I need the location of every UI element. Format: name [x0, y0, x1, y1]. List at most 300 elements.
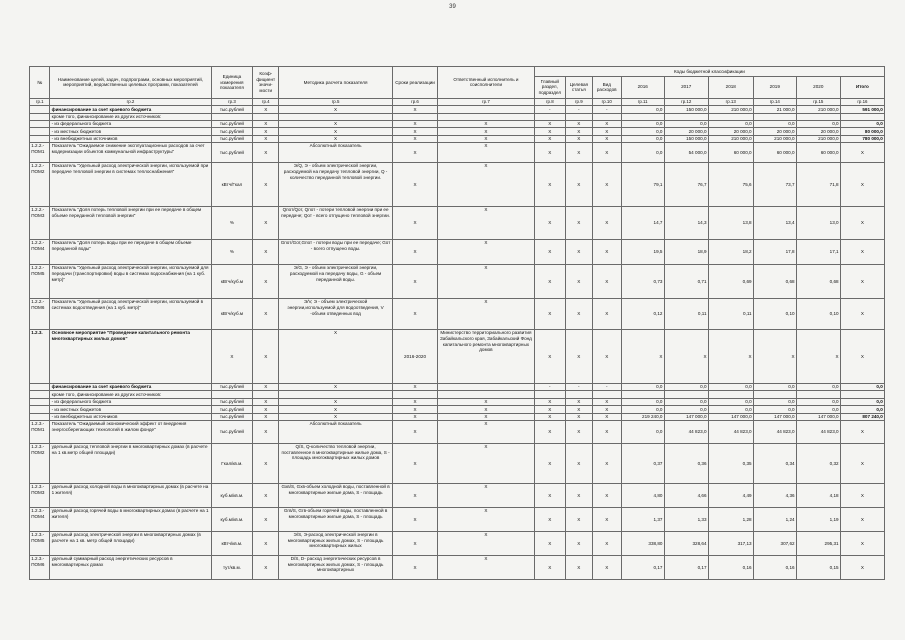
row-2018: 0,69 — [708, 265, 753, 299]
row-coef: Х — [253, 135, 279, 142]
row-2016: 0,0 — [621, 420, 664, 443]
row-2016 — [621, 391, 664, 398]
row-section: Х — [534, 163, 565, 207]
row-total: Х — [840, 507, 884, 531]
col-number: гр.7 — [438, 98, 535, 105]
row-2020: 295,31 — [796, 531, 840, 555]
table-row — [30, 398, 885, 405]
row-number: 1.2.3.-ПОМ3 — [30, 483, 50, 507]
row-2017: 147 000,0 — [664, 413, 708, 420]
col-number: гр.3 — [211, 98, 253, 105]
col-number: гр.6 — [392, 98, 437, 105]
row-coef: Х — [253, 120, 279, 127]
row-target: Х — [565, 120, 592, 127]
row-section: Х — [534, 398, 565, 405]
row-method: Абсолютный показатель — [279, 143, 393, 163]
row-section: Х — [534, 299, 565, 330]
row-total: 807 240,0 — [840, 413, 884, 420]
row-2016: 0,12 — [621, 299, 664, 330]
row-2017 — [664, 391, 708, 398]
row-2016: 338,80 — [621, 531, 664, 555]
col-number: гр.13 — [708, 98, 753, 105]
row-2019: 0,0 — [753, 406, 796, 413]
row-target: Х — [565, 507, 592, 531]
row-executor — [438, 384, 535, 391]
row-2018: 0,35 — [708, 443, 753, 483]
column-numbers-row — [30, 98, 885, 105]
row-section: Х — [534, 265, 565, 299]
table-row — [30, 555, 885, 579]
row-method: Э/S, Э-расход электрической энергии в многоквартирных жилых домах, S - площадь многоквартирных жилых — [279, 531, 393, 555]
row-section: Х — [534, 330, 565, 384]
row-terms: Х — [392, 483, 437, 507]
row-terms: Х — [392, 413, 437, 420]
row-coef — [253, 113, 279, 120]
row-target: Х — [565, 398, 592, 405]
row-executor — [438, 113, 535, 120]
col-number: гр.4 — [253, 98, 279, 105]
row-method: Х — [279, 135, 393, 142]
row-unit: кВтч/Гкал — [211, 163, 253, 207]
row-section: Х — [534, 128, 565, 135]
row-expense: - — [592, 384, 621, 391]
table-row — [30, 240, 885, 265]
row-number — [30, 406, 50, 413]
row-expense: Х — [592, 443, 621, 483]
row-section: Х — [534, 240, 565, 265]
col-number: гр.14 — [753, 98, 796, 105]
row-2019: 1,24 — [753, 507, 796, 531]
row-coef: Х — [253, 128, 279, 135]
row-unit: кВтч/куб.м — [211, 299, 253, 330]
row-name: удельный расход горячей воды в многоквартирных домах (в расчете на 1 жителя) — [50, 507, 211, 531]
header-bcc: Коды бюджетной классификации — [534, 67, 884, 77]
header-method: Методика расчета показателя — [279, 67, 393, 99]
row-number — [30, 384, 50, 391]
table-row — [30, 507, 885, 531]
row-total — [840, 391, 884, 398]
row-2019: 0,0 — [753, 120, 796, 127]
row-2017: 44 823,0 — [664, 420, 708, 443]
row-unit — [211, 391, 253, 398]
row-terms: Х — [392, 163, 437, 207]
row-target: Х — [565, 531, 592, 555]
row-executor: Х — [438, 507, 535, 531]
row-executor — [438, 391, 535, 398]
row-method — [279, 391, 393, 398]
row-2016: 0,0 — [621, 106, 664, 113]
table-row — [30, 406, 885, 413]
row-section: Х — [534, 555, 565, 579]
row-2017: 0,0 — [664, 406, 708, 413]
row-2018: 0,0 — [708, 120, 753, 127]
row-section — [534, 391, 565, 398]
row-2016: 219 240,0 — [621, 413, 664, 420]
row-2020: 20 000,0 — [796, 128, 840, 135]
row-2018 — [708, 391, 753, 398]
row-terms: Х — [392, 207, 437, 240]
row-executor: Х — [438, 143, 535, 163]
row-target: Х — [565, 406, 592, 413]
col-number: гр.2 — [50, 98, 211, 105]
table-row — [30, 143, 885, 163]
row-name: - из местных бюджетов — [50, 128, 211, 135]
row-coef: Х — [253, 207, 279, 240]
row-target: Х — [565, 143, 592, 163]
row-expense: Х — [592, 398, 621, 405]
row-unit: тыс.рублей — [211, 128, 253, 135]
row-2018: 18,2 — [708, 240, 753, 265]
row-target: Х — [565, 483, 592, 507]
row-executor: Х — [438, 483, 535, 507]
row-executor: Х — [438, 265, 535, 299]
table-row — [30, 113, 885, 120]
row-2017: 4,66 — [664, 483, 708, 507]
row-total: Х — [840, 265, 884, 299]
row-2020: 0,10 — [796, 299, 840, 330]
col-number: гр.11 — [621, 98, 664, 105]
row-terms: Х — [392, 120, 437, 127]
row-method: D/S, D- расход энергетических ресурсов в многоквартирных жилых домах, S - площадь многоквартирных — [279, 555, 393, 579]
row-2016: 0,17 — [621, 555, 664, 579]
row-2016: 0,0 — [621, 398, 664, 405]
header-2019: 2019 — [753, 76, 796, 98]
row-coef: Х — [253, 413, 279, 420]
row-terms: Х — [392, 398, 437, 405]
row-2016: 14,7 — [621, 207, 664, 240]
row-section: Х — [534, 135, 565, 142]
row-unit: тыс.рублей — [211, 406, 253, 413]
header-expense: Вид расходов — [592, 76, 621, 98]
row-number — [30, 113, 50, 120]
row-coef — [253, 391, 279, 398]
row-executor: Х — [438, 420, 535, 443]
row-2019: 73,7 — [753, 163, 796, 207]
row-name: - из внебюджетных источников — [50, 135, 211, 142]
header-2020: 2020 — [796, 76, 840, 98]
row-name: Показатель "Удельный расход электрической энергии, используемой в системах водоотведения (на 1 куб. метр)" — [50, 299, 211, 330]
row-2019: 0,0 — [753, 398, 796, 405]
row-2019: 44 823,0 — [753, 420, 796, 443]
row-2017: 1,33 — [664, 507, 708, 531]
row-method: Э/G, Э - объем электрической энергии, расходуемой на передачу воды, G - объем переданной воды. — [279, 265, 393, 299]
row-2019: 0,34 — [753, 443, 796, 483]
row-total: Х — [840, 483, 884, 507]
row-section: Х — [534, 120, 565, 127]
row-2018: 1,28 — [708, 507, 753, 531]
row-expense: Х — [592, 531, 621, 555]
col-number: гр.9 — [565, 98, 592, 105]
row-coef: Х — [253, 330, 279, 384]
row-unit: тыс.рублей — [211, 420, 253, 443]
row-2017: 328,64 — [664, 531, 708, 555]
table-row — [30, 531, 885, 555]
row-section: - — [534, 384, 565, 391]
row-target: Х — [565, 135, 592, 142]
row-unit: Гкал/кв.м. — [211, 443, 253, 483]
row-2018: Х — [708, 330, 753, 384]
row-coef: Х — [253, 398, 279, 405]
row-coef: Х — [253, 420, 279, 443]
row-section: Х — [534, 507, 565, 531]
row-2017: 0,17 — [664, 555, 708, 579]
row-coef: Х — [253, 507, 279, 531]
table-row — [30, 128, 885, 135]
row-coef: Х — [253, 106, 279, 113]
row-2016: 0,0 — [621, 384, 664, 391]
row-expense: Х — [592, 128, 621, 135]
row-expense: Х — [592, 120, 621, 127]
row-2019: 210 000,0 — [753, 135, 796, 142]
header-executor: Ответственный исполнитель и соисполнители — [438, 67, 535, 99]
row-coef: Х — [253, 163, 279, 207]
row-total: 0,0 — [840, 384, 884, 391]
row-total: 780 000,0 — [840, 135, 884, 142]
row-expense: Х — [592, 265, 621, 299]
row-terms: Х — [392, 443, 437, 483]
row-number: 1.2.3.-ПОМ1 — [30, 420, 50, 443]
row-section: Х — [534, 143, 565, 163]
row-number: 1.2.2.-ПОМ2 — [30, 163, 50, 207]
row-2018: 0,11 — [708, 299, 753, 330]
row-target: Х — [565, 330, 592, 384]
table-row — [30, 163, 885, 207]
row-2018 — [708, 113, 753, 120]
row-target: Х — [565, 413, 592, 420]
row-coef: Х — [253, 299, 279, 330]
row-2017: 0,0 — [664, 384, 708, 391]
table-row — [30, 330, 885, 384]
row-terms: 2016-2020 — [392, 330, 437, 384]
row-2017: 0,36 — [664, 443, 708, 483]
row-unit: Х — [211, 330, 253, 384]
row-total: Х — [840, 531, 884, 555]
row-2018: 0,0 — [708, 398, 753, 405]
row-expense: Х — [592, 413, 621, 420]
row-method — [279, 113, 393, 120]
row-2018: 0,0 — [708, 406, 753, 413]
row-name: удельный расход холодной воды в многоквартирных домах (в расчете на 1 жителя) — [50, 483, 211, 507]
row-name: - из федерального бюджета — [50, 398, 211, 405]
row-2019: 4,36 — [753, 483, 796, 507]
row-expense: Х — [592, 420, 621, 443]
row-section: Х — [534, 443, 565, 483]
row-2020: 71,8 — [796, 163, 840, 207]
row-2020: 0,0 — [796, 398, 840, 405]
row-2016: 0,37 — [621, 443, 664, 483]
header-total: Итого — [840, 76, 884, 98]
row-method: Q/S, Q-количество тепловой энергии, поставленное в многоквартирные жилые дома, S - площадь многоквартирных жилых домов — [279, 443, 393, 483]
row-section — [534, 113, 565, 120]
row-method: Э/V, Э - объем электрической энергии,используемой для водоотведения, V -объем отведенных вод — [279, 299, 393, 330]
row-2019: 0,10 — [753, 299, 796, 330]
row-target — [565, 113, 592, 120]
row-2020: 17,1 — [796, 240, 840, 265]
header-no: № — [30, 67, 50, 99]
row-method: Gпот/Gот,Gпот - потери воды при ее передаче; Gот - всего отпущено воды. — [279, 240, 393, 265]
row-2018: 13,8 — [708, 207, 753, 240]
row-2016: 0,0 — [621, 143, 664, 163]
row-target: - — [565, 106, 592, 113]
row-terms — [392, 391, 437, 398]
row-unit: тыс.рублей — [211, 135, 253, 142]
row-total: 80 000,0 — [840, 128, 884, 135]
row-2016 — [621, 113, 664, 120]
row-number: 1.2.3.-ПОМ2 — [30, 443, 50, 483]
row-2016: 0,0 — [621, 135, 664, 142]
row-terms: Х — [392, 143, 437, 163]
row-section: Х — [534, 420, 565, 443]
row-2018: 147 000,0 — [708, 413, 753, 420]
row-2020: 210 000,0 — [796, 135, 840, 142]
row-expense: Х — [592, 330, 621, 384]
row-2020 — [796, 391, 840, 398]
col-number: гр.1 — [30, 98, 50, 105]
header-coef: Коэф-фициент значи-мости — [253, 67, 279, 99]
row-2017 — [664, 113, 708, 120]
row-coef: Х — [253, 531, 279, 555]
row-name: Показатель "Ожидаемый экономический эффект от внедрения энергосберегающих технологий в жилом фонде" — [50, 420, 211, 443]
row-target: Х — [565, 265, 592, 299]
row-terms: Х — [392, 299, 437, 330]
table-row — [30, 391, 885, 398]
header-2016: 2016 — [621, 76, 664, 98]
row-name: удельный расход электрической энергии в многоквартирных домах (в расчете на 1 кв. метр общей площади) — [50, 531, 211, 555]
row-total: Х — [840, 240, 884, 265]
row-executor: Х — [438, 299, 535, 330]
row-2016: 79,1 — [621, 163, 664, 207]
row-executor: Х — [438, 128, 535, 135]
row-target — [565, 391, 592, 398]
row-2016: 19,5 — [621, 240, 664, 265]
row-2020: 0,68 — [796, 265, 840, 299]
col-number: гр.12 — [664, 98, 708, 105]
row-expense: Х — [592, 163, 621, 207]
row-target: Х — [565, 555, 592, 579]
row-method: Х — [279, 128, 393, 135]
row-2020: Х — [796, 330, 840, 384]
row-2019 — [753, 113, 796, 120]
header-section: Главный раздел, подраздел — [534, 76, 565, 98]
row-unit: тыс.рублей — [211, 384, 253, 391]
table-row — [30, 207, 885, 240]
row-executor: Министерство территориального развития Забайкальского края, Забайкальский Фонд капитального ремонта многоквартирных домов — [438, 330, 535, 384]
row-method: Х — [279, 384, 393, 391]
row-executor: Х — [438, 555, 535, 579]
row-target: Х — [565, 299, 592, 330]
row-number: 1.2.3.-ПОМ5 — [30, 531, 50, 555]
row-unit: % — [211, 240, 253, 265]
row-name: кроме того, финансирование из других источников: — [50, 391, 211, 398]
row-method: Абсолютный показатель — [279, 420, 393, 443]
table-row — [30, 384, 885, 391]
row-name: удельный суммарный расход энергетических ресурсов в многоквартирных домах — [50, 555, 211, 579]
row-total: Х — [840, 420, 884, 443]
row-name: Основное мероприятие "Проведение капитального ремонта многоквартирных жилых домов" — [50, 330, 211, 384]
row-2020: 60 000,0 — [796, 143, 840, 163]
row-target: Х — [565, 207, 592, 240]
row-target: Х — [565, 128, 592, 135]
row-total — [840, 113, 884, 120]
header-target: Целевая статья — [565, 76, 592, 98]
table-row — [30, 413, 885, 420]
row-executor: Х — [438, 135, 535, 142]
row-expense: - — [592, 106, 621, 113]
row-name: финансирование за счет краевого бюджета — [50, 384, 211, 391]
row-terms: Х — [392, 135, 437, 142]
row-expense: Х — [592, 207, 621, 240]
row-executor: Х — [438, 240, 535, 265]
row-number: 1.2.2.-ПОМ1 — [30, 143, 50, 163]
row-total: Х — [840, 443, 884, 483]
row-name: - из федерального бюджета — [50, 120, 211, 127]
row-total: 0,0 — [840, 398, 884, 405]
row-2020: 1,19 — [796, 507, 840, 531]
row-target: Х — [565, 420, 592, 443]
row-2018: 317,13 — [708, 531, 753, 555]
row-unit: тыс.рублей — [211, 106, 253, 113]
row-expense: Х — [592, 507, 621, 531]
row-name: финансирование за счет краевого бюджета — [50, 106, 211, 113]
row-terms: Х — [392, 420, 437, 443]
row-2018: 0,16 — [708, 555, 753, 579]
row-executor — [438, 106, 535, 113]
row-executor: Х — [438, 120, 535, 127]
row-expense: Х — [592, 555, 621, 579]
row-executor: Х — [438, 406, 535, 413]
row-expense: Х — [592, 135, 621, 142]
row-name: - из внебюджетных источников — [50, 413, 211, 420]
row-2020: 0,0 — [796, 120, 840, 127]
row-method: Х — [279, 106, 393, 113]
row-coef: Х — [253, 240, 279, 265]
program-table — [29, 66, 885, 580]
row-coef: Х — [253, 143, 279, 163]
row-2017: 14,3 — [664, 207, 708, 240]
table-row — [30, 135, 885, 142]
row-2020: 210 000,0 — [796, 106, 840, 113]
row-number — [30, 106, 50, 113]
row-2018: 60 000,0 — [708, 143, 753, 163]
row-2017: 18,9 — [664, 240, 708, 265]
row-section: Х — [534, 531, 565, 555]
table-row — [30, 106, 885, 113]
row-2020: 0,15 — [796, 555, 840, 579]
row-executor: Х — [438, 531, 535, 555]
row-2017: 76,7 — [664, 163, 708, 207]
row-number — [30, 391, 50, 398]
row-2019: 20 000,0 — [753, 128, 796, 135]
row-2019: Х — [753, 330, 796, 384]
row-section: Х — [534, 406, 565, 413]
row-expense: Х — [592, 406, 621, 413]
table-row — [30, 420, 885, 443]
row-terms: Х — [392, 555, 437, 579]
row-2020: 13,0 — [796, 207, 840, 240]
row-name: Показатель "Удельный расход электрической энергии, используемой при передаче тепловой энергии в системах теплоснабжения" — [50, 163, 211, 207]
row-2019: 147 000,0 — [753, 413, 796, 420]
row-method: Х — [279, 330, 393, 384]
row-number — [30, 413, 50, 420]
row-unit: тыс.рублей — [211, 398, 253, 405]
row-terms: Х — [392, 531, 437, 555]
row-method: Х — [279, 398, 393, 405]
row-2019: 60 000,0 — [753, 143, 796, 163]
col-number: гр.15 — [796, 98, 840, 105]
row-expense: Х — [592, 240, 621, 265]
row-2018: 210 000,0 — [708, 135, 753, 142]
row-terms: Х — [392, 507, 437, 531]
